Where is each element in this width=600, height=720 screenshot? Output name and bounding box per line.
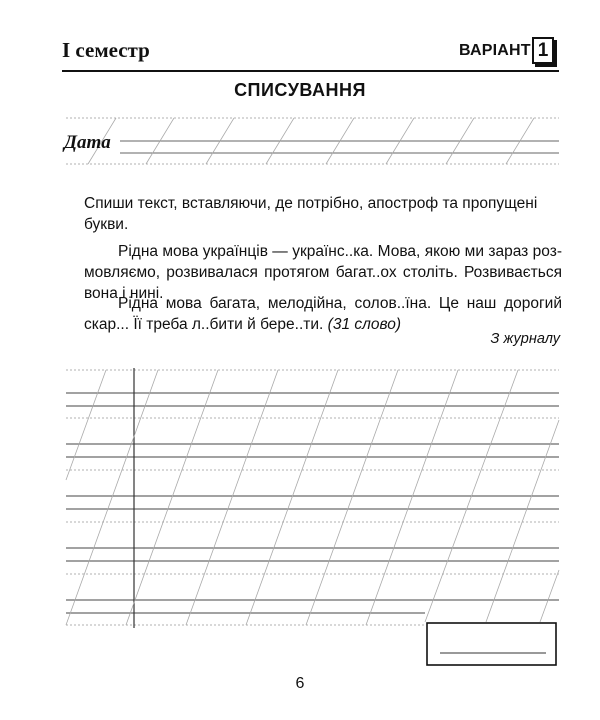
page-title: СПИСУВАННЯ bbox=[234, 80, 366, 100]
semester-label: І семестр bbox=[62, 38, 150, 62]
variant-label: ВАРІАНТ bbox=[459, 42, 531, 59]
word-count: (31 слово) bbox=[327, 316, 402, 333]
text-paragraph-1: Рідна мова українців — українс..ка. Мова, якою ми зараз розмовляємо, розвивалася протягом багат..ох століть. Розвивається вона і нині. bbox=[84, 243, 562, 302]
variant-number-box: 1 bbox=[532, 37, 554, 64]
instruction-text: Спиши текст, вставляючи, де потрібно, апостроф та пропущені букви. bbox=[84, 195, 538, 233]
date-label: Дата bbox=[64, 132, 111, 153]
paragraph-2-text: Рідна мова багата, мелодійна, солов..їна. Це наш дорогий скар... Її треба л..бити й бере..ти. bbox=[84, 295, 562, 333]
text-paragraph-2 bbox=[84, 293, 562, 335]
source-attribution: З журналу bbox=[490, 331, 560, 347]
page-number: 6 bbox=[295, 675, 305, 692]
